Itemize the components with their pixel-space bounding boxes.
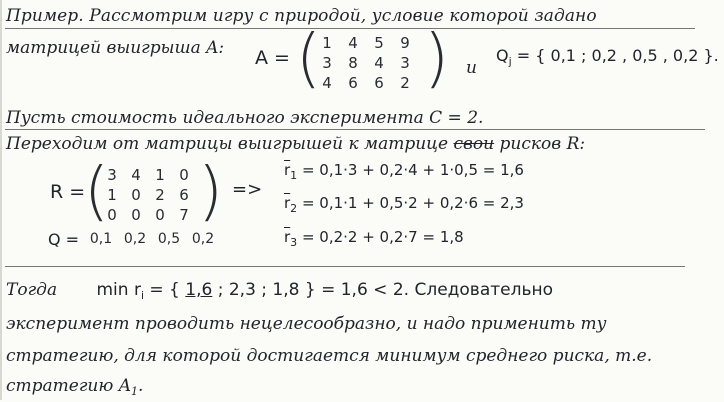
min-sub: i: [140, 289, 144, 302]
matrix-r-cell-1-4: 0: [179, 166, 189, 184]
matrix-r-cell-1-1: 3: [107, 166, 117, 184]
q-row-label: Q =: [48, 230, 80, 249]
matrix-a-cell-1-1: 1: [322, 34, 332, 52]
matrix-r-cell-2-1: 1: [107, 186, 117, 204]
min-value: 1,6: [185, 280, 213, 300]
matrix-r-left-paren: (: [84, 155, 109, 229]
min-open: = {: [149, 280, 180, 300]
matrix-r-cell-2-3: 2: [155, 186, 165, 204]
matrix-a-label: A =: [255, 47, 290, 69]
transition-line: [6, 134, 585, 154]
r1-sub: 1: [290, 169, 298, 182]
rule-2: [5, 129, 705, 130]
struck-word: свои: [453, 134, 495, 154]
r1-expr: = 0,1·3 + 0,2·4 + 1·0,5 = 1,6: [301, 161, 524, 179]
matrix-r-cell-1-3: 1: [155, 166, 165, 184]
matrix-r-cell-3-2: 0: [131, 206, 141, 224]
matrix-r-cell-2-2: 0: [131, 186, 141, 204]
q-vector: [496, 46, 719, 72]
conclusion-line-1: [6, 280, 553, 306]
page-margin: [0, 0, 2, 400]
r3-equation: [284, 227, 464, 253]
r3-expr: = 0,2·2 + 0,2·7 = 1,8: [301, 228, 464, 246]
r3-sub: 3: [290, 236, 298, 249]
matrix-a-cell-2-1: 3: [322, 54, 332, 72]
q-label: Q: [496, 46, 509, 65]
then-word: Тогда: [6, 280, 58, 300]
matrix-r-cell-1-2: 4: [131, 166, 141, 184]
matrix-r-cell-3-1: 0: [107, 206, 117, 224]
r1-name: $\overline{r}$: [284, 161, 291, 179]
intro-line-1: Пример. Рассмотрим игру с природой, условие которой задано: [6, 6, 597, 26]
strategy-end: .: [138, 376, 144, 396]
q-row-cell-1-1: 0,1: [89, 231, 113, 247]
conclusion-line-4: [6, 376, 143, 402]
matrix-a-right-paren: ): [424, 22, 449, 96]
cost-line: Пусть стоимость идеального эксперимента C = 2.: [6, 108, 484, 128]
q-row-cell-1-4: 0,2: [191, 231, 215, 247]
matrix-a: [314, 34, 418, 94]
matrix-a-cell-3-3: 6: [374, 74, 384, 92]
matrix-a-cell-1-4: 9: [400, 34, 410, 52]
q-row-cell-1-3: 0,5: [157, 231, 181, 247]
conclusion-line-2: эксперимент проводить нецелесообразно, и надо применить ту: [6, 314, 607, 334]
matrix-a-cell-3-4: 2: [400, 74, 410, 92]
matrix-a-cell-3-1: 4: [322, 74, 332, 92]
min-rest: ; 2,3 ; 1,8 } = 1,6 < 2. Следовательно: [217, 280, 554, 300]
q-values: = { 0,1 ; 0,2 , 0,5 , 0,2 }.: [516, 46, 719, 65]
conclusion-line-3: стратегию, для которой достигается минимум среднего риска, т.е.: [6, 346, 653, 366]
matrix-r-cell-2-4: 6: [179, 186, 189, 204]
q-row-cell-1-2: 0,2: [123, 231, 147, 247]
matrix-r-label: R =: [50, 181, 86, 203]
rule-3: [5, 266, 685, 267]
intro-line-2: матрицей выигрыша A:: [6, 38, 225, 58]
and-word: и: [466, 58, 477, 78]
r1-equation: [284, 160, 524, 186]
min-r: min r: [96, 280, 141, 300]
matrix-r-right-paren: ): [198, 155, 223, 229]
strategy-sub: 1: [131, 385, 139, 398]
matrix-a-cell-2-4: 3: [400, 54, 410, 72]
intro-underline-1: [5, 28, 695, 29]
matrix-r-cell-3-4: 7: [179, 206, 189, 224]
matrix-a-left-paren: (: [296, 22, 321, 96]
r3-name: $\overline{r}$: [284, 228, 291, 246]
r2-name: $\overline{r}$: [284, 194, 291, 212]
strategy-text: стратегию A: [6, 376, 132, 396]
transition-start: Переходим от матрицы выигрышей к матрице: [6, 134, 449, 154]
q-row: [84, 231, 220, 251]
implies-arrow: =>: [232, 179, 263, 200]
r2-expr: = 0,1·1 + 0,5·2 + 0,2·6 = 2,3: [301, 194, 524, 212]
matrix-a-cell-2-2: 8: [348, 54, 358, 72]
matrix-r-cell-3-3: 0: [155, 206, 165, 224]
min-expression: [96, 280, 553, 300]
transition-end: рисков R:: [499, 134, 586, 154]
matrix-a-cell-1-2: 4: [348, 34, 358, 52]
r2-sub: 2: [290, 202, 298, 215]
matrix-a-cell-2-3: 4: [374, 54, 384, 72]
matrix-a-cell-3-2: 6: [348, 74, 358, 92]
q-subscript: j: [508, 55, 512, 68]
matrix-r: [100, 166, 196, 226]
matrix-a-cell-1-3: 5: [374, 34, 384, 52]
r2-equation: [284, 193, 524, 219]
